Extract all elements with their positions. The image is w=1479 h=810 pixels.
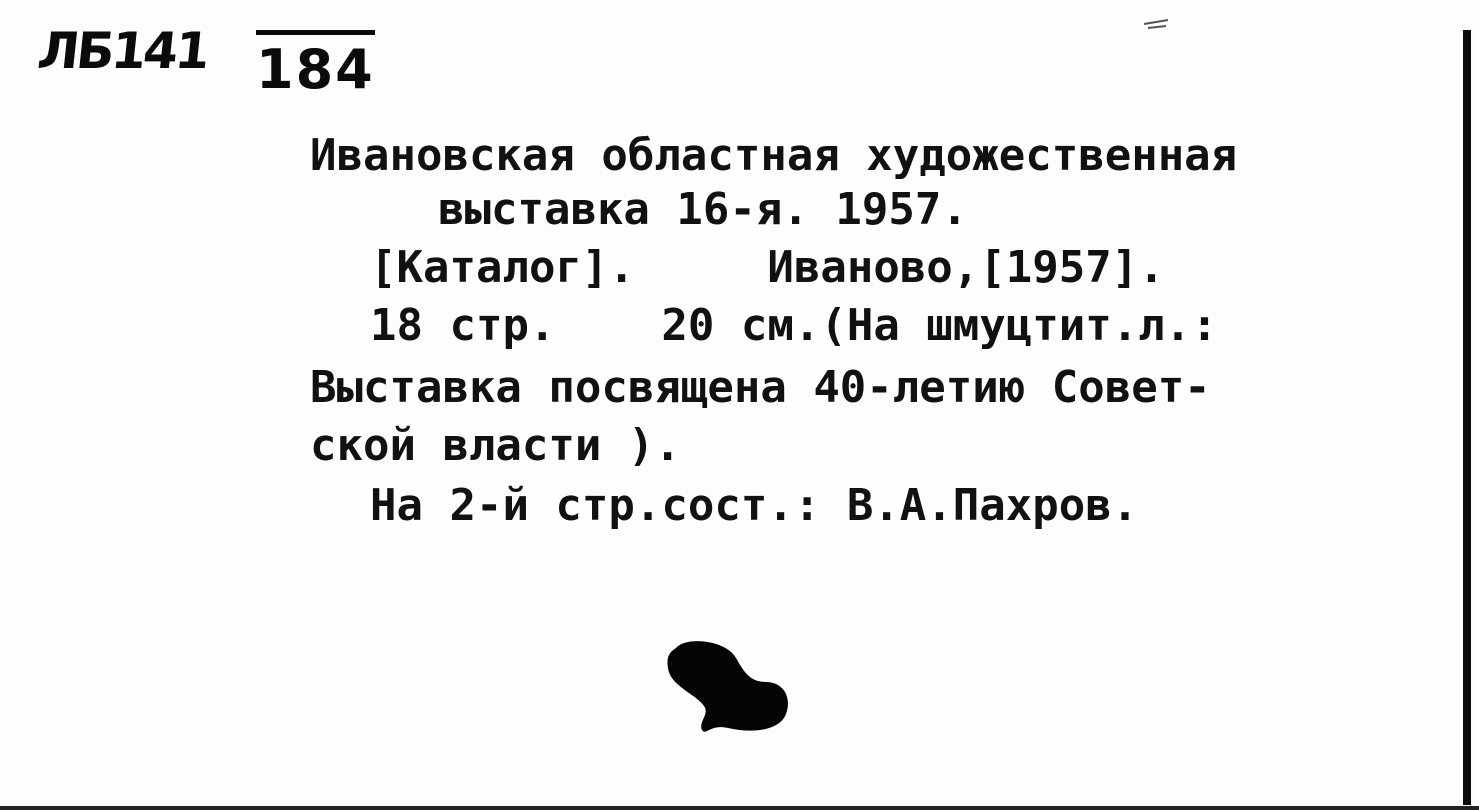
card-line-3: [Каталог]. Иваново,[1957]. <box>370 242 1165 293</box>
card-line-6: ской власти ). <box>310 420 681 471</box>
pencil-mark <box>1142 16 1172 34</box>
card-line-2: выставка 16-я. 1957. <box>438 184 968 235</box>
card-line-5: Выставка посвящена 40-летию Совет- <box>310 362 1211 413</box>
card-line-7: На 2-й стр.сост.: В.А.Пахров. <box>370 480 1139 531</box>
card-line-4: 18 стр. 20 см.(На шмуцтит.л.: <box>370 300 1218 351</box>
ink-blot <box>666 638 796 738</box>
card-line-1: Ивановская областная художественная <box>310 130 1238 181</box>
card-edge-bottom <box>0 806 1479 810</box>
shelf-mark: ЛБ141 <box>34 22 211 80</box>
shelf-number: 184 <box>256 30 375 101</box>
card-edge-right <box>1463 30 1471 805</box>
